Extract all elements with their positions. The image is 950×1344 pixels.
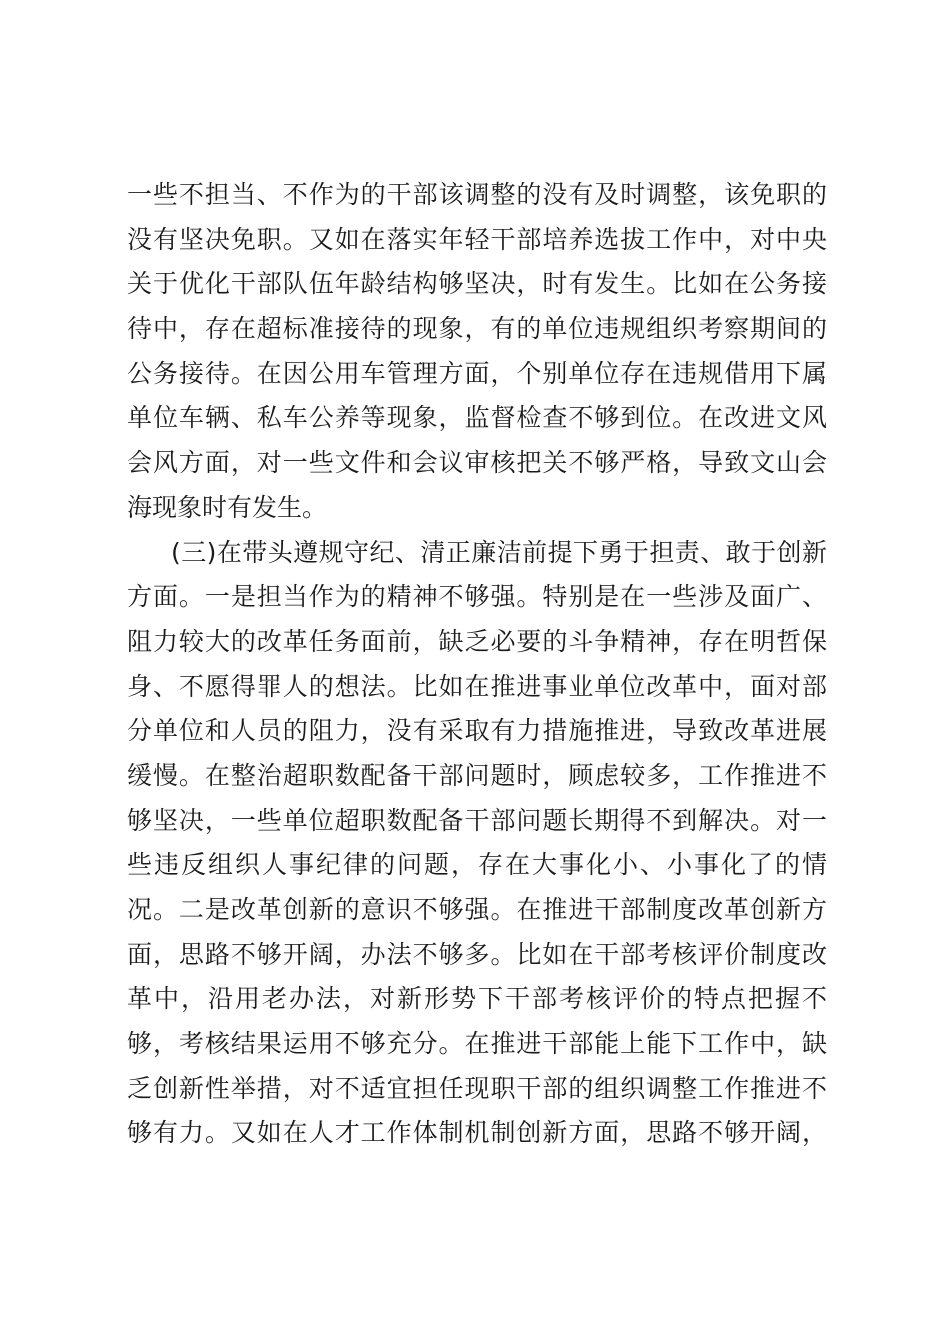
text-line: 阻力较大的改革任务面前，缺乏必要的斗争精神，存在明哲保 [127,626,827,656]
body-text [127,173,827,1156]
section-heading-line: (三)在带头遵规守纪、清正廉洁前提下勇于担责、敢于创新 [171,537,827,567]
text-line: 革中，沿用老办法，对新形势下干部考核评价的特点把握不 [127,984,827,1014]
text-line: 公务接待。在因公用车管理方面，个别单位存在违规借用下属 [127,358,827,388]
text-line: 一些不担当、不作为的干部该调整的没有及时调整，该免职的 [127,180,827,209]
text-line: 些违反组织人事纪律的问题，存在大事化小、小事化了的情 [127,850,827,880]
text-line: 够坚决，一些单位超职数配备干部问题长期得不到解决。对一 [127,805,827,835]
text-line: 乏创新性举措，对不适宜担任现职干部的组织调整工作推进不 [127,1073,827,1103]
text-line: 够，考核结果运用不够充分。在推进干部能上能下工作中，缺 [127,1029,827,1059]
text-line: 身、不愿得罪人的想法。比如在推进事业单位改革中，面对部 [127,671,827,701]
text-line: 够有力。又如在人才工作体制机制创新方面，思路不够开阔， [127,1118,827,1148]
text-line: 海现象时有发生。 [127,492,328,522]
text-line: 缓慢。在整治超职数配备干部问题时，顾虑较多，工作推进不 [127,760,827,790]
text-line: 方面。一是担当作为的精神不够强。特别是在一些涉及面广、 [127,582,827,612]
text-line: 况。二是改革创新的意识不够强。在推进干部制度改革创新方 [127,895,827,924]
text-line: 面，思路不够开阔，办法不够多。比如在干部考核评价制度改 [127,939,827,969]
text-line: 待中，存在超标准接待的现象，有的单位违规组织考察期间的 [127,314,827,344]
text-line: 单位车辆、私车公养等现象，监督检查不够到位。在改进文风 [127,403,827,433]
text-line: 没有坚决免职。又如在落实年轻干部培养选拔工作中，对中央 [127,224,827,254]
text-line: 会风方面，对一些文件和会议审核把关不够严格，导致文山会 [127,448,827,478]
text-line: 关于优化干部队伍年龄结构够坚决，时有发生。比如在公务接 [127,269,827,299]
text-line: 分单位和人员的阻力，没有采取有力措施推进，导致改革进展 [127,716,827,746]
